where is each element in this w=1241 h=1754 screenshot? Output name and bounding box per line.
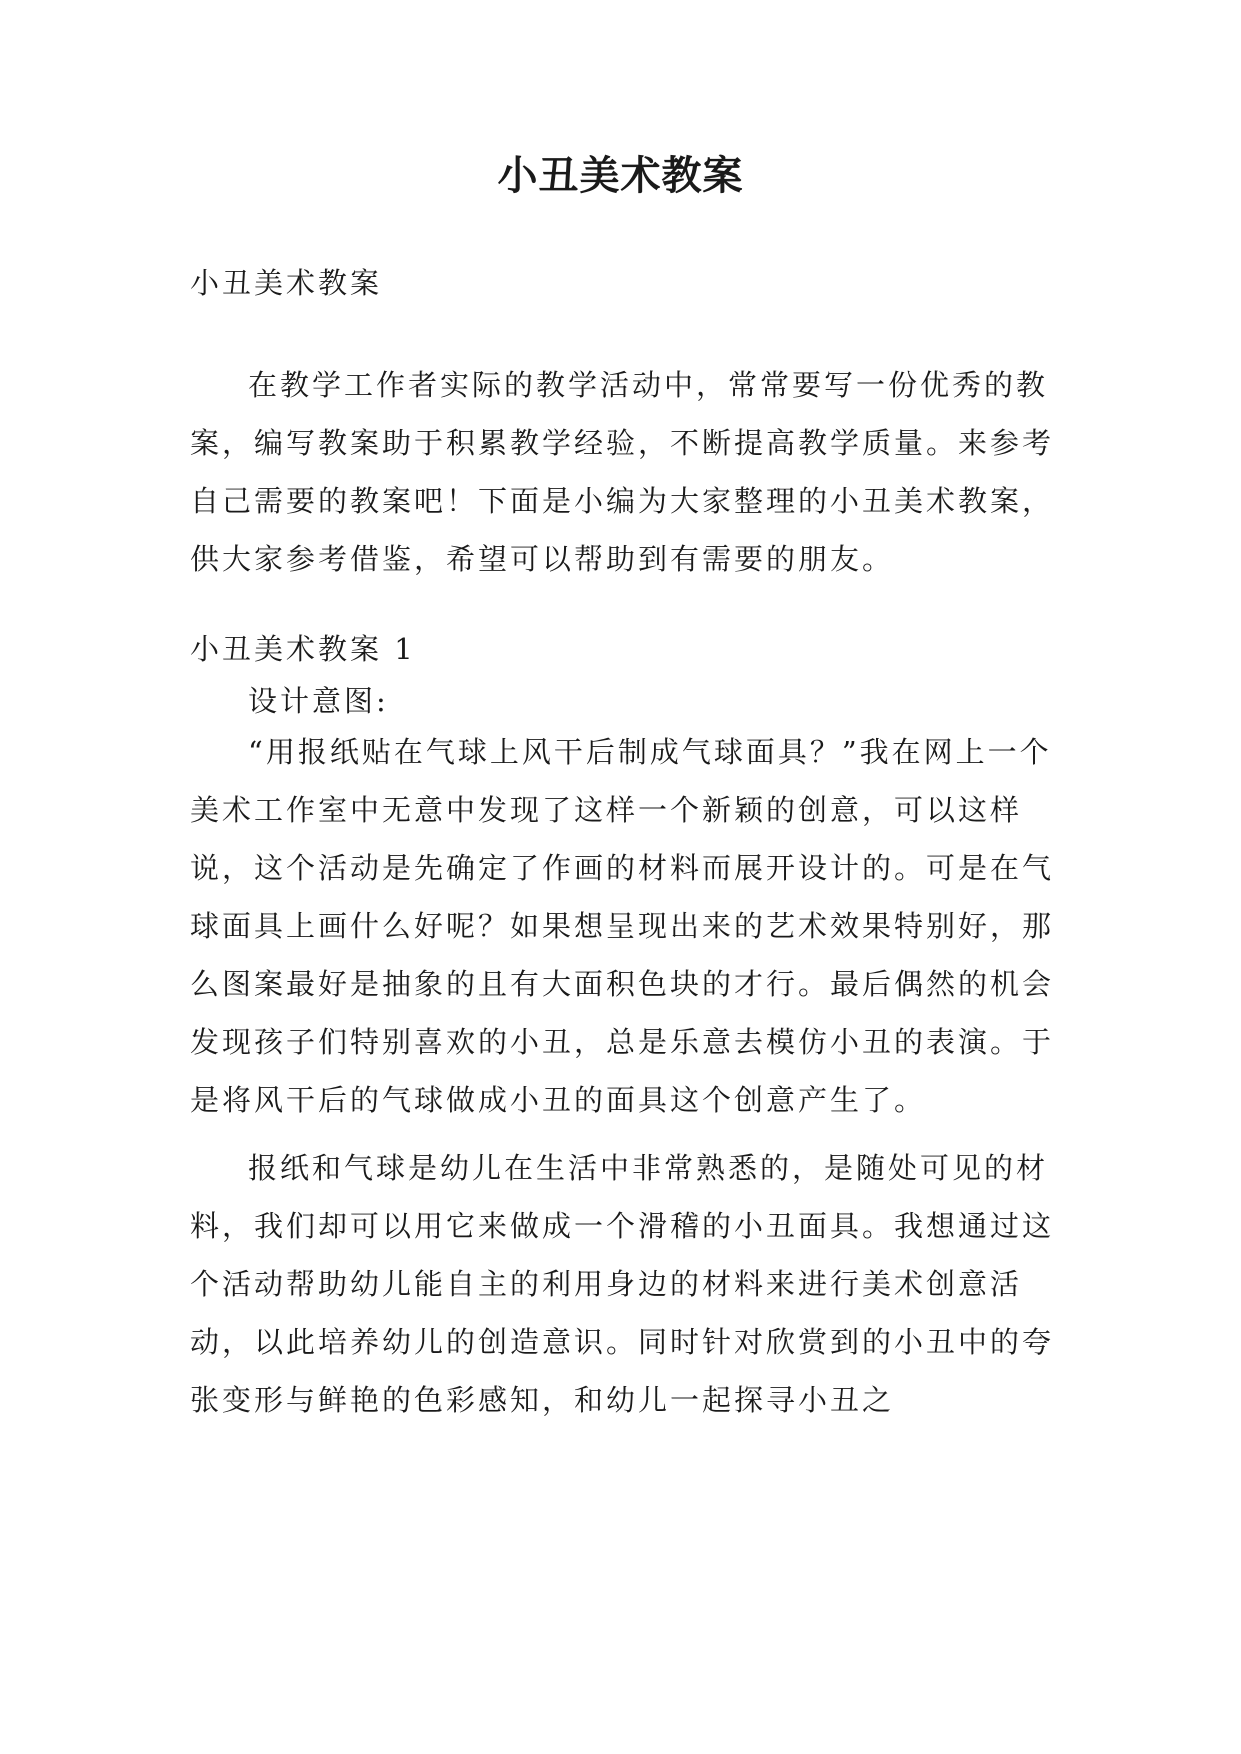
body-paragraph-2: 报纸和气球是幼儿在生活中非常熟悉的，是随处可见的材料，我们却可以用它来做成一个滑稽的小丑面具。我想通过这个活动帮助幼儿能自主的利用身边的材料来进行美术创意活动，以此培养幼儿的创造意识。同时针对欣赏到的小丑中的夸张变形与鲜艳的色彩感知，和幼儿一起探寻小丑之 — [190, 1151, 1055, 1417]
intro-paragraph: 在教学工作者实际的教学活动中，常常要写一份优秀的教案，编写教案助于积累教学经验，不断提高教学质量。来参考自己需要的教案吧！下面是小编为大家整理的小丑美术教案，供大家参考借鉴，希望可以帮助到有需要的朋友。 — [190, 368, 1055, 576]
document-subtitle: 小丑美术教案 — [190, 266, 383, 300]
section-heading: 小丑美术教案 1 — [190, 632, 416, 666]
body-paragraph-1: “用报纸贴在气球上风干后制成气球面具？”我在网上一个美术工作室中无意中发现了这样一个新颖的创意，可以这样说，这个活动是先确定了作画的材料而展开设计的。可是在气球面具上画什么好呢？如果想呈现出来的艺术效果特别好，那么图案最好是抽象的且有大面积色块的才行。最后偶然的机会发现孩子们特别喜欢的小丑，总是乐意去模仿小丑的表演。于是将风干后的气球做成小丑的面具这个创意产生了。 — [190, 735, 1055, 1117]
document-title: 小丑美术教案 — [497, 152, 744, 199]
design-intent-label: 设计意图: — [248, 684, 389, 718]
